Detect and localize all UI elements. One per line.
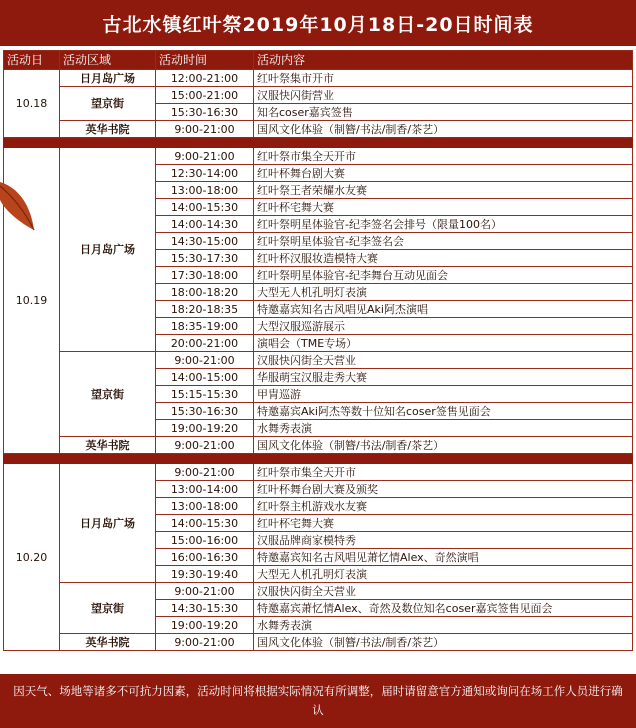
content-cell: 红叶杯宅舞大赛 <box>254 515 633 532</box>
table-row <box>4 70 633 87</box>
content-cell: 水舞秀表演 <box>254 420 633 437</box>
area-cell: 望京街 <box>60 87 156 121</box>
content-cell: 国风文化体验（制簪/书法/制香/茶艺） <box>254 437 633 454</box>
time-cell: 18:35-19:00 <box>156 318 254 335</box>
schedule-table <box>3 50 633 651</box>
time-cell: 15:30-16:30 <box>156 104 254 121</box>
separator-bar <box>4 454 633 464</box>
content-cell: 国风文化体验（制簪/书法/制香/茶艺） <box>254 634 633 651</box>
header-time: 活动时间 <box>156 51 254 70</box>
time-cell: 14:00-15:00 <box>156 369 254 386</box>
area-cell: 英华书院 <box>60 121 156 138</box>
time-cell: 9:00-21:00 <box>156 634 254 651</box>
footer-notice: 因天气、场地等诸多不可抗力因素，活动时间将根据实际情况有所调整，届时请留意官方通知或询问在场工作人员进行确认 <box>0 674 636 728</box>
content-cell: 演唱会（TME专场） <box>254 335 633 352</box>
time-cell: 9:00-21:00 <box>156 583 254 600</box>
area-cell: 日月岛广场 <box>60 148 156 352</box>
time-cell: 18:00-18:20 <box>156 284 254 301</box>
content-cell: 汉服快闪街营业 <box>254 87 633 104</box>
time-cell: 14:00-14:30 <box>156 216 254 233</box>
table-row <box>4 87 633 104</box>
maple-leaf-icon <box>0 178 36 242</box>
table-row <box>4 634 633 651</box>
time-cell: 15:30-16:30 <box>156 403 254 420</box>
time-cell: 17:30-18:00 <box>156 267 254 284</box>
content-cell: 红叶祭明星体验官-纪李签名会排号（限量100名） <box>254 216 633 233</box>
content-cell: 红叶杯舞台剧大赛 <box>254 165 633 182</box>
content-cell: 知名coser嘉宾签售 <box>254 104 633 121</box>
content-cell: 汉服品牌商家模特秀 <box>254 532 633 549</box>
time-cell: 9:00-21:00 <box>156 148 254 165</box>
time-cell: 19:00-19:20 <box>156 420 254 437</box>
header-date: 活动日 <box>4 51 60 70</box>
content-cell: 特邀嘉宾知名古风唱见Aki阿杰演唱 <box>254 301 633 318</box>
table-row <box>4 352 633 369</box>
content-cell: 红叶祭主机游戏水友赛 <box>254 498 633 515</box>
content-cell: 甲胄巡游 <box>254 386 633 403</box>
time-cell: 16:00-16:30 <box>156 549 254 566</box>
area-cell: 日月岛广场 <box>60 70 156 87</box>
table-row <box>4 437 633 454</box>
content-cell: 华服萌宝汉服走秀大赛 <box>254 369 633 386</box>
content-cell: 红叶祭明星体验官-纪李签名会 <box>254 233 633 250</box>
content-cell: 汉服快闪街全天营业 <box>254 583 633 600</box>
header-bar <box>0 0 636 46</box>
time-cell: 15:00-21:00 <box>156 87 254 104</box>
content-cell: 大型无人机孔明灯表演 <box>254 566 633 583</box>
time-cell: 15:30-17:30 <box>156 250 254 267</box>
area-cell: 日月岛广场 <box>60 464 156 583</box>
time-cell: 12:00-21:00 <box>156 70 254 87</box>
time-cell: 19:30-19:40 <box>156 566 254 583</box>
content-cell: 特邀嘉宾萧忆情Alex、奇然及数位知名coser嘉宾签售见面会 <box>254 600 633 617</box>
day-date-cell: 10.18 <box>4 70 60 138</box>
content-cell: 红叶杯舞台剧大赛及颁奖 <box>254 481 633 498</box>
time-cell: 19:00-19:20 <box>156 617 254 634</box>
content-cell: 红叶杯宅舞大赛 <box>254 199 633 216</box>
day-date-cell: 10.19 <box>4 148 60 454</box>
time-cell: 14:00-15:30 <box>156 199 254 216</box>
content-cell: 水舞秀表演 <box>254 617 633 634</box>
area-cell: 望京街 <box>60 352 156 437</box>
day-date-cell: 10.20 <box>4 464 60 651</box>
time-cell: 15:15-15:30 <box>156 386 254 403</box>
time-cell: 12:30-14:00 <box>156 165 254 182</box>
content-cell: 大型无人机孔明灯表演 <box>254 284 633 301</box>
time-cell: 9:00-21:00 <box>156 121 254 138</box>
area-cell: 英华书院 <box>60 634 156 651</box>
content-cell: 大型汉服巡游展示 <box>254 318 633 335</box>
table-row <box>4 583 633 600</box>
time-cell: 15:00-16:00 <box>156 532 254 549</box>
content-cell: 汉服快闪街全天营业 <box>254 352 633 369</box>
table-row <box>4 148 633 165</box>
content-cell: 红叶祭王者荣耀水友赛 <box>254 182 633 199</box>
time-cell: 13:00-18:00 <box>156 182 254 199</box>
time-cell: 14:00-15:30 <box>156 515 254 532</box>
content-cell: 特邀嘉宾Aki阿杰等数十位知名coser签售见面会 <box>254 403 633 420</box>
time-cell: 14:30-15:30 <box>156 600 254 617</box>
content-cell: 国风文化体验（制簪/书法/制香/茶艺） <box>254 121 633 138</box>
time-cell: 18:20-18:35 <box>156 301 254 318</box>
header-area: 活动区域 <box>60 51 156 70</box>
day-separator <box>4 454 633 464</box>
content-cell: 红叶祭市集全天开市 <box>254 464 633 481</box>
time-cell: 13:00-18:00 <box>156 498 254 515</box>
page-title: 古北水镇红叶祭2019年10月18日-20日时间表 <box>102 13 534 36</box>
table-header-row <box>4 51 633 70</box>
content-cell: 红叶祭集市开市 <box>254 70 633 87</box>
time-cell: 14:30-15:00 <box>156 233 254 250</box>
time-cell: 20:00-21:00 <box>156 335 254 352</box>
day-separator <box>4 138 633 148</box>
table-row <box>4 121 633 138</box>
area-cell: 望京街 <box>60 583 156 634</box>
content-cell: 红叶祭明星体验官-纪李舞台互动见面会 <box>254 267 633 284</box>
table-row <box>4 464 633 481</box>
area-cell: 英华书院 <box>60 437 156 454</box>
content-cell: 特邀嘉宾知名古风唱见萧忆情Alex、奇然演唱 <box>254 549 633 566</box>
time-cell: 13:00-14:00 <box>156 481 254 498</box>
time-cell: 9:00-21:00 <box>156 464 254 481</box>
time-cell: 9:00-21:00 <box>156 352 254 369</box>
time-cell: 9:00-21:00 <box>156 437 254 454</box>
content-cell: 红叶祭市集全天开市 <box>254 148 633 165</box>
content-cell: 红叶杯汉服妆造模特大赛 <box>254 250 633 267</box>
header-content: 活动内容 <box>254 51 633 70</box>
separator-bar <box>4 138 633 148</box>
